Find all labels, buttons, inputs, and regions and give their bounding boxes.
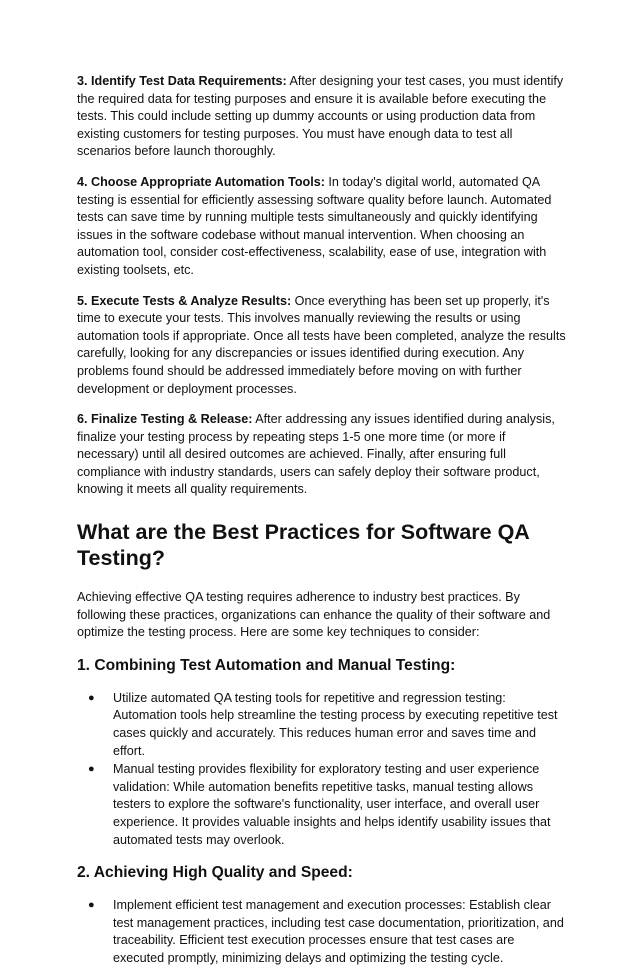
- step-6-text: After addressing any issues identified during analysis, finalize your testing process by repeating steps 1-5 one more time (or more if necessary) until all desired outcomes are achieved. Finally, after ensuring full compliance with industry standards, users can safely deploy their software product, knowing it meets all quality requirements.: [77, 412, 555, 497]
- list-item-text: Utilize automated QA testing tools for repetitive and regression testing: Automation tools help streamline the testing process by executing repetitive test cases quickly and accurately. This reduces human error and saves time and effort.: [113, 690, 558, 758]
- step-3-text: After designing your test cases, you must identify the required data for testing purposes and ensure it is available before executing the tests. This could include setting up dummy accounts or using production data from existing customers for testing purposes. You must have enough data to test all scenarios before launch thoroughly.: [77, 74, 564, 159]
- subsection-2-heading: 2. Achieving High Quality and Speed:: [77, 864, 353, 882]
- step-4-paragraph: [77, 174, 568, 280]
- step-6-paragraph: [77, 411, 568, 499]
- subsection-1-heading: 1. Combining Test Automation and Manual Testing:: [77, 656, 456, 674]
- list-item-text: Implement efficient test management and execution processes: Establish clear test management practices, including test case documentation, prioritization, and traceability. Efficient test execution processes ensure that test cases are executed promptly, minimizing delays and optimizing the testing cycle.: [113, 898, 564, 965]
- best-practices-intro: Achieving effective QA testing requires adherence to industry best practices. By following these practices, organizations can enhance the quality of their software and optimize the testing process. Here are some key techniques to consider:: [77, 590, 551, 640]
- best-practices-heading: What are the Best Practices for Software QA Testing?: [77, 520, 530, 571]
- bullet-icon: ●: [88, 899, 95, 912]
- list-item: [88, 897, 568, 967]
- bullet-icon: ●: [88, 763, 95, 776]
- subsection-1-list: [77, 690, 568, 849]
- step-4-text: In today's digital world, automated QA testing is essential for efficiently assessing software quality before launch. Automated tests can save time by running multiple tests simultaneously and quickly identifying issues in the software codebase without manual intervention. When choosing an automation tool, consider cost-effectiveness, scalability, ease of use, integration with existing toolsets, etc.: [77, 174, 552, 277]
- list-item: [88, 761, 568, 849]
- list-item-text: Manual testing provides flexibility for exploratory testing and user experience validation: While automation benefits repetitive tasks, manual testing allows testers to explore the software's functionality, user interface, and overall user experience. It provides valuable insights and helps identify usability issues that automated tests may overlook.: [113, 762, 551, 847]
- step-3-paragraph: [77, 73, 568, 161]
- step-5-title: 5. Execute Tests & Analyze Results:: [77, 293, 292, 308]
- step-5-paragraph: [77, 293, 568, 399]
- list-item: [88, 690, 568, 760]
- step-4-title: 4. Choose Appropriate Automation Tools:: [77, 174, 325, 189]
- step-6-title: 6. Finalize Testing & Release:: [77, 412, 253, 427]
- bullet-icon: ●: [88, 691, 95, 704]
- step-3-title: 3. Identify Test Data Requirements:: [77, 74, 287, 88]
- step-5-text: Once everything has been set up properly, it's time to execute your tests. This involves manually reviewing the results or using automation tools if appropriate. Once all tests have been completed, analyze the results carefully, looking for any discrepancies or issues identified during execution. Any problems found should be addressed immediately before moving on with further development or deployment processes.: [77, 293, 566, 396]
- subsection-2-list: [77, 897, 568, 967]
